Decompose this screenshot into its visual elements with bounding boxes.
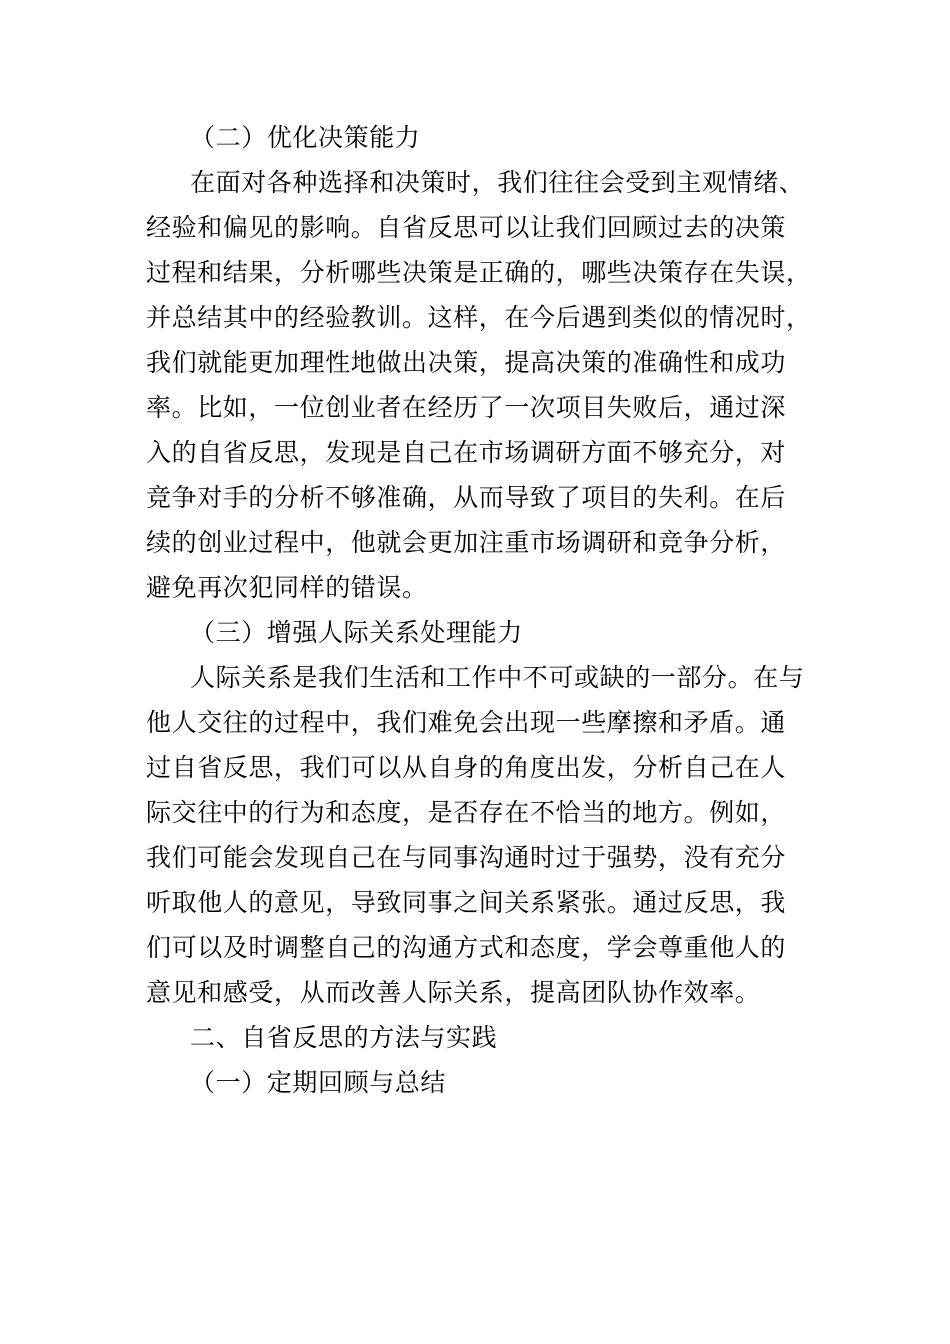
section-heading: （二）优化决策能力: [190, 123, 421, 152]
paragraph-line: 并总结其中的经验教训。这样，在今后遇到类似的情况时，: [146, 303, 812, 332]
paragraph-line: 我们就能更加理性地做出决策，提高决策的准确性和成功: [146, 348, 787, 377]
paragraph-line: 过程和结果，分析哪些决策是正确的，哪些决策存在失误，: [146, 258, 812, 287]
paragraph-line: 他人交往的过程中，我们难免会出现一些摩擦和矛盾。通: [146, 708, 787, 737]
section-heading: （一）定期回顾与总结: [190, 1068, 447, 1097]
paragraph-line: 听取他人的意见，导致同事之间关系紧张。通过反思，我: [146, 888, 787, 917]
paragraph-line: 际交往中的行为和态度，是否存在不恰当的地方。例如，: [146, 798, 787, 827]
paragraph-line: 过自省反思，我们可以从自身的角度出发，分析自己在人: [146, 753, 787, 782]
paragraph-line: 意见和感受，从而改善人际关系，提高团队协作效率。: [146, 978, 761, 1007]
section-heading: （三）增强人际关系处理能力: [190, 618, 523, 647]
paragraph-line: 经验和偏见的影响。自省反思可以让我们回顾过去的决策: [146, 213, 787, 242]
paragraph-line: 避免再次犯同样的错误。: [146, 573, 428, 602]
paragraph-line: 们可以及时调整自己的沟通方式和态度，学会尊重他人的: [146, 933, 787, 962]
paragraph-line: 入的自省反思，发现是自己在市场调研方面不够充分，对: [146, 438, 787, 467]
paragraph-line: 率。比如，一位创业者在经历了一次项目失败后，通过深: [146, 393, 787, 422]
paragraph-line: 在面对各种选择和决策时，我们往往会受到主观情绪、: [190, 168, 805, 197]
paragraph-line: 竞争对手的分析不够准确，从而导致了项目的失利。在后: [146, 483, 787, 512]
paragraph-line: 我们可能会发现自己在与同事沟通时过于强势，没有充分: [146, 843, 787, 872]
chapter-heading: 二、自省反思的方法与实践: [190, 1023, 498, 1052]
paragraph-line: 人际关系是我们生活和工作中不可或缺的一部分。在与: [190, 663, 805, 692]
paragraph-line: 续的创业过程中，他就会更加注重市场调研和竞争分析，: [146, 528, 787, 557]
